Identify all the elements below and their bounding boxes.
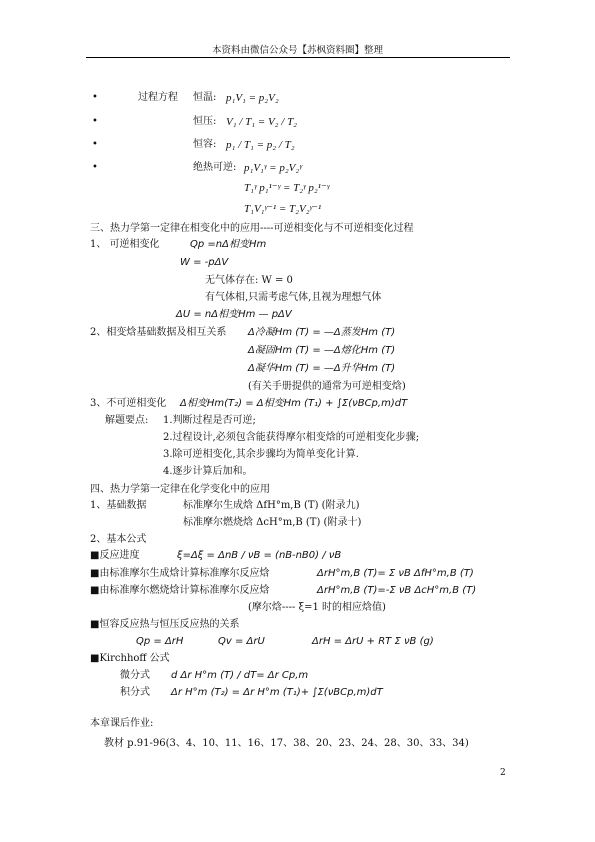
equation: Δ冷凝Hm (T) = —Δ蒸发Hm (T) [248,327,396,338]
equation: ΔrH°m,B (T)= Σ νB ΔfH°m,B (T) [317,568,474,579]
bullet: • [92,116,98,127]
process-cond: 恒温: [193,92,217,103]
equation: Δr H°m (T₂) = Δr H°m (T₁)+ ∫Σ(νBCp,m)dT [171,687,383,698]
process-eq: p₁V₁ᵞ = p₂V₂ᵞ [244,162,302,174]
section-title: 三、热力学第一定律在相变化中的应用----可逆相变化与不可逆相变化过程 [90,223,414,234]
equation: ξ=Δξ = ΔnB / νB = (nB-nB0) / νB [177,550,342,561]
equation: ΔU = nΔ相变Hm — pΔV [176,309,292,320]
process-eq: V₁ / T₁ = V₂ / T₂ [226,116,298,128]
note: (有关手册提供的通常为可逆相变焓) [248,381,406,392]
process-cond: 绝热可逆: [193,162,237,173]
note: (摩尔焓---- ξ=1 时的相应焓值) [248,602,386,613]
equation: Qp = ΔrH [136,636,184,647]
bullet: • [92,92,98,103]
process-eq: p₁V₁ = p₂V₂ [226,92,279,104]
equation: ΔrH = ΔrU + RT Σ νB (g) [312,636,434,647]
item-label: 1、基础数据 [90,500,147,511]
equation: W = -pΔV [180,257,229,268]
item-label: 3、不可逆相变化 [90,398,167,409]
formula-label: ■由标准摩尔生成焓计算标准摩尔反应焓 [90,568,270,579]
basic-data: 标准摩尔燃烧焓 ΔcH°m,B (T) (附录十) [183,517,362,528]
equation: Qp =nΔ相变Hm [190,239,267,250]
page-header: 本资料由微信公众号【苏枫资料圈】整理 [211,45,383,56]
header-rule [86,57,510,58]
note: 无气体存在: W = 0 [205,275,293,286]
bullet: • [92,139,98,150]
equation: Δ凝华Hm (T) = —Δ升华Hm (T) [248,363,396,374]
formula-label: ■Kirchhoff 公式 [90,653,170,664]
equation: d Δr H°m (T) / dT= Δr Cp,m [171,670,309,681]
formula-label: ■反应进度 [90,550,140,561]
process-eq: p₁ / T₁ = p₂ / T₂ [226,139,295,151]
homework-text: 教材 p.91-96(3、4、10、11、16、17、38、20、23、24、28、30、33、34) [104,738,469,749]
bullet: • [92,162,98,173]
equation: ΔrH°m,B (T)=-Σ νB ΔcH°m,B (T) [317,585,477,596]
step: 3.除可逆相变化,其余步骤均为简单变化计算. [163,449,359,460]
steps-label: 解题要点: [105,415,149,426]
step: 2.过程设计,必须包含能获得摩尔相变焓的可逆相变化步骤; [163,432,420,443]
adiabatic-eq: T₁V₁ᵞ⁻¹ = T₂V₂ᵞ⁻¹ [244,203,322,215]
item-label: 2、相变焓基础数据及相互关系 [90,327,227,338]
equation: Δ相变Hm(T₂) = Δ相变Hm (T₁) + ∫Σ(νBCp,m)dT [180,398,408,409]
equation: Δ凝固Hm (T) = —Δ熔化Hm (T) [248,345,396,356]
process-label: 过程方程 [138,92,178,103]
item-label: 1、 可逆相变化 [90,239,160,250]
item-label: 2、基本公式 [90,534,147,545]
adiabatic-eq: T₁ᵞ p₁¹⁻ᵞ = T₂ᵞ p₂¹⁻ᵞ [244,182,330,194]
step: 4.逐步计算后加和。 [163,466,253,477]
section-title: 四、热力学第一定律在化学变化中的应用 [90,484,270,495]
process-cond: 恒容: [193,139,217,150]
process-cond: 恒压: [193,116,217,127]
basic-data: 标准摩尔生成焓 ΔfH°m,B (T) (附录九) [183,500,360,511]
note: 有气体相,只需考虑气体,且视为理想气体 [205,292,382,303]
page-number: 2 [500,768,506,778]
homework-title: 本章课后作业: [90,718,154,729]
formula-label: ■恒容反应热与恒压反应热的关系 [90,619,240,630]
formula-label: ■由标准摩尔燃烧焓计算标准摩尔反应焓 [90,585,270,596]
formula-sub-label: 微分式 [120,670,150,681]
formula-sub-label: 积分式 [120,687,150,698]
step: 1.判断过程是否可逆; [163,415,256,426]
equation: Qv = ΔrU [218,636,265,647]
